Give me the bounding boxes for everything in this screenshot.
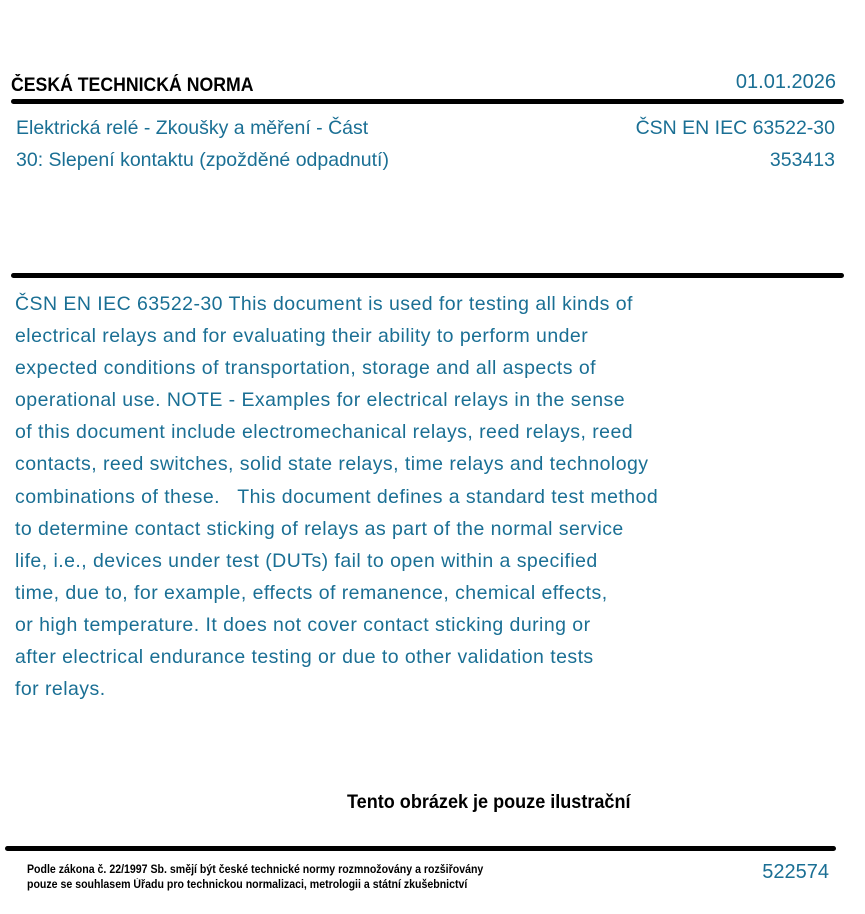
document-code: 522574 bbox=[762, 861, 829, 883]
standard-title-line-1: Elektrická relé - Zkoušky a měření - Část bbox=[16, 117, 369, 139]
abstract-line: electrical relays and for evaluating their ability to perform under bbox=[15, 325, 589, 348]
effective-date: 01.01.2026 bbox=[735, 71, 836, 93]
legal-notice-line-2: pouze se souhlasem Úřadu pro technickou normalizaci, metrologii a státní zkušebnictví bbox=[27, 879, 468, 891]
footer-divider bbox=[5, 846, 836, 851]
document-type-heading: ČESKÁ TECHNICKÁ NORMA bbox=[11, 75, 254, 96]
standard-title-line-2: 30: Slepení kontaktu (zpožděné odpadnutí) bbox=[16, 149, 389, 171]
legal-notice-line-1: Podle zákona č. 22/1997 Sb. smějí být české technické normy rozmnožovány a rozšiřovány bbox=[27, 864, 484, 876]
standard-designation: ČSN EN IEC 63522-30 bbox=[635, 117, 835, 139]
abstract-line: expected conditions of transportation, storage and all aspects of bbox=[15, 357, 597, 380]
abstract-line: contacts, reed switches, solid state relays, time relays and technology bbox=[15, 453, 649, 476]
abstract-line: or high temperature. It does not cover contact sticking during or bbox=[15, 613, 591, 636]
abstract-line: of this document include electromechanical relays, reed relays, reed bbox=[15, 421, 634, 444]
abstract-line: after electrical endurance testing or due to other validation tests bbox=[15, 646, 594, 669]
abstract-line: life, i.e., devices under test (DUTs) fail to open within a specified bbox=[15, 549, 598, 572]
abstract-line: to determine contact sticking of relays as part of the normal service bbox=[15, 517, 624, 540]
abstract-line: time, due to, for example, effects of remanence, chemical effects, bbox=[15, 581, 608, 604]
abstract-line: operational use. NOTE - Examples for electrical relays in the sense bbox=[15, 389, 625, 412]
section-divider bbox=[11, 273, 844, 278]
abstract-line: for relays. bbox=[15, 678, 106, 701]
abstract-line: combinations of these. This document defines a standard test method bbox=[15, 485, 659, 508]
abstract-text bbox=[15, 288, 658, 705]
header-divider bbox=[11, 99, 844, 104]
abstract-line: ČSN EN IEC 63522-30 This document is used for testing all kinds of bbox=[15, 293, 633, 315]
illustration-note: Tento obrázek je pouze ilustrační bbox=[347, 792, 631, 813]
classification-code: 353413 bbox=[769, 149, 835, 171]
